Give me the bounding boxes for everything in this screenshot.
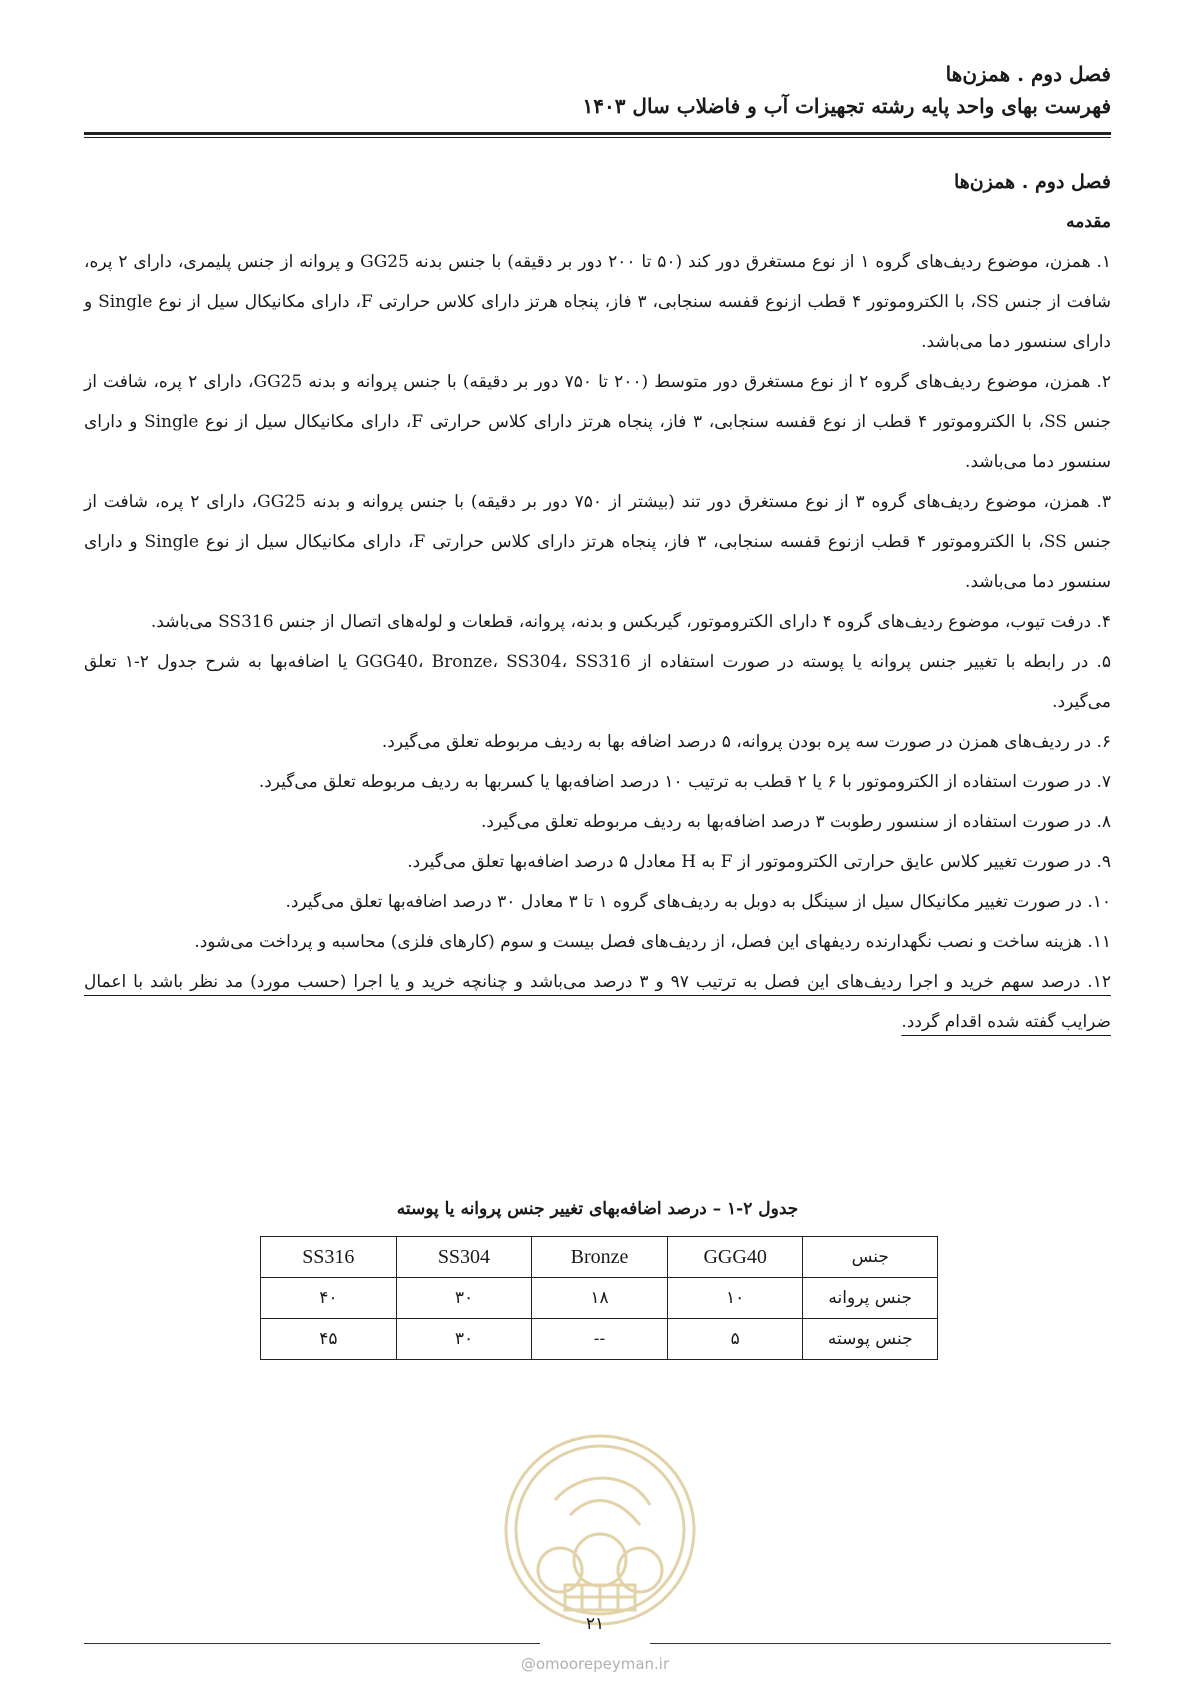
header-document-title: فهرست بهای واحد پایه رشته تجهیزات آب و فاضلاب سال ۱۴۰۳	[582, 94, 1111, 118]
header-rule-thin	[84, 137, 1111, 138]
table-header-cell: Bronze	[532, 1237, 668, 1278]
clause-item: ۱۰. در صورت تغییر مکانیکال سیل از سینگل به دوبل به ردیف‌های گروه ۱ تا ۳ معادل ۳۰ درصد اضافه‌بها تعلق می‌گیرد.	[285, 892, 1111, 912]
table-cell: ۳۰	[396, 1278, 532, 1319]
table-header-cell: GGG40	[667, 1237, 803, 1278]
clause-item: ۹. در صورت تغییر کلاس عایق حرارتی الکتروموتور از F به H معادل ۵ درصد اضافه‌بها تعلق می‌گیرد.	[407, 852, 1111, 872]
table-cell: ۴۵	[261, 1319, 397, 1360]
clause-item: ۱. همزن، موضوع ردیف‌های گروه ۱ از نوع مستغرق دور کند (۵۰ تا ۲۰۰ دور بر دقیقه) با جنس بدنه GG25 و پروانه از جنس پلیمری، دارای ۲ پره، شافت از جنس SS، با الکتروموتور ۴ قطب ازنوع قفسه سنجابی، ۳ فاز، پنجاه هرتز دارای کلاس حرارتی F، دارای مکانیکال سیل از نوع Single و دارای سنسور دما می‌باشد.	[84, 252, 1112, 352]
intro-heading: مقدمه	[1066, 212, 1111, 232]
page-number: ۲۱	[585, 1614, 605, 1634]
watermark-text: @omoorepeyman.ir	[520, 1655, 670, 1673]
table-cell: جنس پوسته	[803, 1319, 938, 1360]
header-rule-thick	[84, 132, 1111, 135]
footer-rule	[84, 1643, 540, 1644]
clause-item: ۶. در ردیف‌های همزن در صورت سه پره بودن پروانه، ۵ درصد اضافه بها به ردیف مربوطه تعلق می‌گیرد.	[381, 732, 1111, 752]
table-cell: ۵	[667, 1319, 803, 1360]
clause-item: ۲. همزن، موضوع ردیف‌های گروه ۲ از نوع مستغرق دور متوسط (۲۰۰ تا ۷۵۰ دور بر دقیقه) با جنس پروانه و بدنه GG25، دارای ۲ پره، شافت از جنس SS، با الکتروموتور ۴ قطب از نوع قفسه سنجابی، ۳ فاز، پنجاه هرتز دارای کلاس حرارتی F، دارای مکانیکال سیل از نوع Single و دارای سنسور دما می‌باشد.	[84, 372, 1111, 472]
clause-item-underlined: ۱۲. درصد سهم خرید و اجرا ردیف‌های این فصل به ترتیب ۹۷ و ۳ درصد می‌باشد و چنانچه خرید و یا اجرا (حسب مورد) مد نظر باشد با اعمال ضرایب گفته شده اقدام گردد.	[84, 972, 1111, 1032]
clause-item: ۷. در صورت استفاده از الکتروموتور با ۶ یا ۲ قطب به ترتیب ۱۰ درصد اضافه‌بها یا کسربها به ردیف مربوطه تعلق می‌گیرد.	[258, 772, 1111, 792]
clause-item: ۸. در صورت استفاده از سنسور رطوبت ۳ درصد اضافه‌بها به ردیف مربوطه تعلق می‌گیرد.	[481, 812, 1111, 832]
table-cell: ۱۰	[667, 1278, 803, 1319]
clause-item: ۵. در رابطه با تغییر جنس پروانه یا پوسته در صورت استفاده از GGG40، Bronze، SS304، SS316 یا اضافه‌بها به شرح جدول ۲-۱ تعلق می‌گیرد.	[84, 652, 1111, 712]
table-cell: ۳۰	[396, 1319, 532, 1360]
table-cell: جنس پروانه	[803, 1278, 938, 1319]
section-title: فصل دوم . همزن‌ها	[953, 171, 1111, 193]
table-cell: ۱۸	[532, 1278, 668, 1319]
header-chapter-title: فصل دوم . همزن‌ها	[945, 62, 1111, 86]
footer-rule	[650, 1643, 1111, 1644]
page-header	[84, 58, 1111, 122]
table-caption: جدول ۲-۱ – درصد اضافه‌بهای تغییر جنس پروانه یا پوسته	[396, 1199, 799, 1219]
surcharge-table	[260, 1236, 938, 1360]
table-row	[261, 1319, 938, 1360]
table-row	[261, 1278, 938, 1319]
omoor-peyman-seal-icon	[500, 1430, 700, 1630]
table-header-cell: جنس	[803, 1237, 938, 1278]
table-header-row	[261, 1237, 938, 1278]
clause-item: ۴. درفت تیوب، موضوع ردیف‌های گروه ۴ دارای الکتروموتور، گیربکس و بدنه، پروانه، قطعات و لوله‌های اتصال از جنس SS316 می‌باشد.	[150, 612, 1111, 632]
clause-item: ۱۱. هزینه ساخت و نصب نگهدارنده ردیفهای این فصل، از ردیف‌های فصل بیست و سوم (کارهای فلزی) محاسبه و پرداخت می‌شود.	[194, 932, 1111, 952]
table-cell: --	[532, 1319, 668, 1360]
clause-item: ۳. همزن، موضوع ردیف‌های گروه ۳ از نوع مستغرق دور تند (بیشتر از ۷۵۰ دور بر دقیقه) با جنس پروانه و بدنه GG25، دارای ۲ پره، شافت از جنس SS، با الکتروموتور ۴ قطب ازنوع قفسه سنجابی، ۳ فاز، پنجاه هرتز دارای کلاس حرارتی F، دارای مکانیکال سیل از نوع Single و دارای سنسور دما می‌باشد.	[84, 492, 1112, 592]
table-header-cell: SS316	[261, 1237, 397, 1278]
table-header-cell: SS304	[396, 1237, 532, 1278]
page-content	[84, 162, 1111, 1042]
table-cell: ۴۰	[261, 1278, 397, 1319]
